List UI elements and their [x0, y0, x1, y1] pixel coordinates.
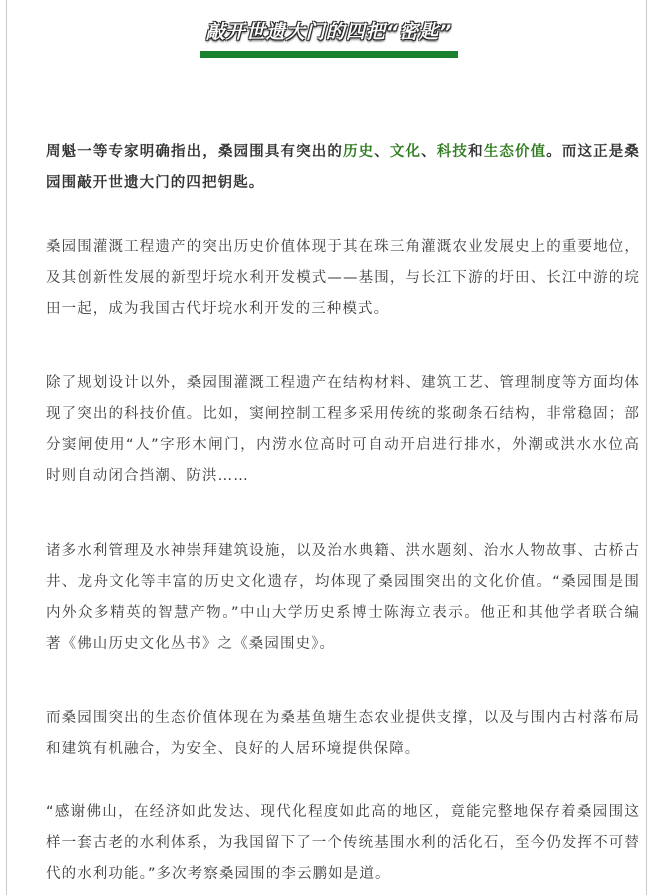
section-title: 敲开世遗大门的四把“密匙” [205, 21, 453, 43]
highlight-culture: 文化 [389, 144, 422, 160]
lead-sep-1: 、 [374, 144, 390, 160]
paragraph-text: 桑园围灌溉工程遗产的突出历史价值体现于其在珠三角灌溉农业发展史上的重要地位，及其创新性发展的新型圩垸水利开发模式——基围，与长江下游的圩田、长江中游的垸田一起，成为我国古代圩垸水利开发的三种模式。 [46, 239, 640, 317]
paragraph-text: 而桑园围突出的生态价值体现在为桑基鱼塘生态农业提供支撑，以及与围内古村落布局和建筑有机融合，为安全、良好的人居环境提供保障。 [46, 710, 640, 757]
lead-text [46, 137, 640, 199]
paragraph-text: “感谢佛山，在经济如此发达、现代化程度如此高的地区，竟能完整地保存着桑园围这样一套古老的水利体系，为我国留下了一个传统基围水利的活化石，至今仍发挥不可替代的水利功能。”多次考察桑园围的李云鹏如是道。 [46, 804, 640, 882]
lead-part-1: 周魁一等专家明确指出，桑园围具有突出的 [46, 144, 343, 160]
highlight-ecology: 生态价值 [483, 144, 547, 160]
title-underline-bar [200, 51, 458, 58]
paragraph-ecology [46, 703, 640, 765]
paragraph-history [46, 232, 640, 325]
lead-sep-3: 和 [468, 144, 484, 160]
lead-part-2: 。而这正是桑园围敲开世遗大门的四把钥匙。 [46, 144, 640, 191]
lead-sep-2: 、 [421, 144, 437, 160]
section-header [200, 14, 458, 50]
highlight-history: 历史 [342, 144, 375, 160]
paragraph-quote [46, 797, 640, 890]
lead-paragraph [46, 137, 640, 199]
paragraph-text: 诸多水利管理及水神崇拜建筑设施，以及治水典籍、洪水题刻、治水人物故事、古桥古井、龙舟文化等丰富的历史文化遗存，均体现了桑园围突出的文化价值。“桑园围是围内外众多精英的智慧产物。”中山大学历史系博士陈海立表示。他正和其他学者联合编著《佛山历史文化丛书》之《桑园围史》。 [46, 543, 640, 652]
paragraph-culture [46, 536, 640, 660]
paragraph-technology [46, 368, 640, 492]
highlight-technology: 科技 [436, 144, 469, 160]
paragraph-text: 除了规划设计以外，桑园围灌溉工程遗产在结构材料、建筑工艺、管理制度等方面均体现了突出的科技价值。比如，窦闸控制工程多采用传统的浆砌条石结构，非常稳固；部分窦闸使用“人”字形木闸门，内涝水位高时可自动开启进行排水，外潮或洪水水位高时则自动闭合挡潮、防洪…… [46, 375, 640, 484]
